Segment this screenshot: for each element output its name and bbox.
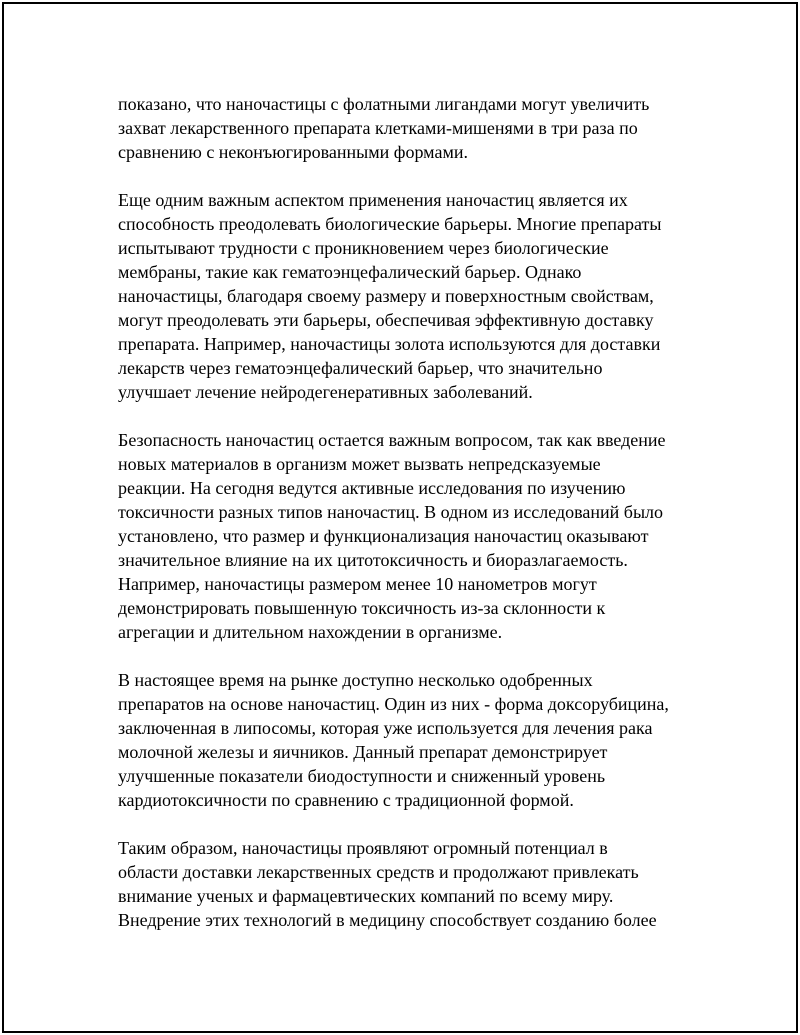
text-line: Например, наночастицы размером менее 10 нанометров могут <box>118 574 597 594</box>
text-line: наночастицы, благодаря своему размеру и поверхностным свойствам, <box>118 286 654 306</box>
text-line: препарата. Например, наночастицы золота используются для доставки <box>118 334 661 354</box>
text-line: новых материалов в организм может вызвать непредсказуемые <box>118 454 601 474</box>
text-line: демонстрировать повышенную токсичность из-за склонности к <box>118 598 606 618</box>
paragraph <box>118 428 698 644</box>
paragraph <box>118 188 698 404</box>
paragraph <box>118 92 698 164</box>
document-body <box>118 92 698 932</box>
text-line: испытывают трудности с проникновением через биологические <box>118 238 609 258</box>
text-line: реакции. На сегодня ведутся активные исследования по изучению <box>118 478 626 498</box>
text-line: установлено, что размер и функционализация наночастиц оказывают <box>118 526 649 546</box>
text-line: токсичности разных типов наночастиц. В одном из исследований было <box>118 502 664 522</box>
text-line: молочной железы и яичников. Данный препарат демонстрирует <box>118 742 608 762</box>
text-line: внимание ученых и фармацевтических компаний по всему миру. <box>118 886 614 906</box>
text-line: сравнению с неконъюгированными формами. <box>118 142 468 162</box>
text-line: захват лекарственного препарата клетками-мишенями в три раза по <box>118 118 638 138</box>
text-line: улучшает лечение нейродегенеративных заболеваний. <box>118 382 533 402</box>
text-line: улучшенные показатели биодоступности и сниженный уровень <box>118 766 606 786</box>
paragraph <box>118 836 698 932</box>
text-line: показано, что наночастицы с фолатными лигандами могут увеличить <box>118 94 650 114</box>
text-line: могут преодолевать эти барьеры, обеспечивая эффективную доставку <box>118 310 654 330</box>
text-line: препаратов на основе наночастиц. Один из них - форма доксорубицина, <box>118 694 669 714</box>
text-line: мембраны, такие как гематоэнцефалический барьер. Однако <box>118 262 582 282</box>
paragraph <box>118 668 698 812</box>
text-line: Внедрение этих технологий в медицину способствует созданию более <box>118 910 657 930</box>
text-line: способность преодолевать биологические барьеры. Многие препараты <box>118 214 662 234</box>
text-line: агрегации и длительном нахождении в организме. <box>118 622 503 642</box>
text-line: значительное влияние на их цитотоксичность и биоразлагаемость. <box>118 550 628 570</box>
text-line: кардиотоксичности по сравнению с традиционной формой. <box>118 790 574 810</box>
text-line: лекарств через гематоэнцефалический барьер, что значительно <box>118 358 603 378</box>
text-line: заключенная в липосомы, которая уже используется для лечения рака <box>118 718 653 738</box>
text-line: Безопасность наночастиц остается важным вопросом, так как введение <box>118 430 666 450</box>
text-line: области доставки лекарственных средств и продолжают привлекать <box>118 862 639 882</box>
text-line: Таким образом, наночастицы проявляют огромный потенциал в <box>118 838 608 858</box>
text-line: В настоящее время на рынке доступно несколько одобренных <box>118 670 593 690</box>
text-line: Еще одним важным аспектом применения наночастиц является их <box>118 190 628 210</box>
